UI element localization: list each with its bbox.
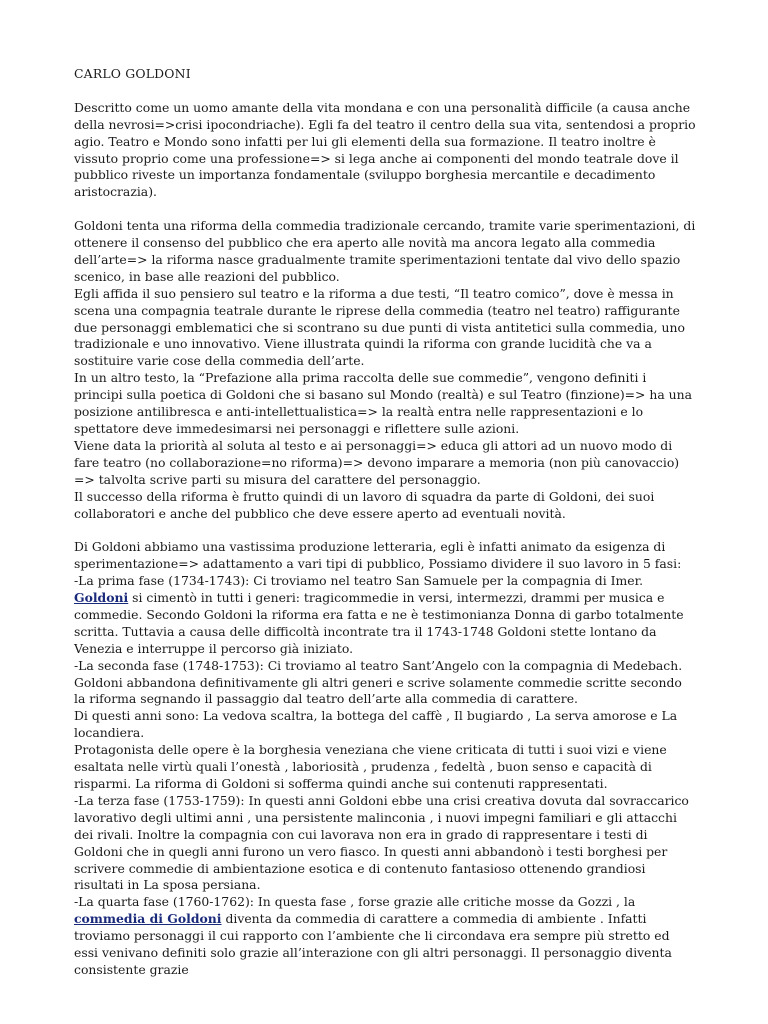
paragraph-prefazione: In un altro testo, la “Prefazione alla prima raccolta delle sue commedie”, vengono definiti i principi sulla poetica di Goldoni che si basano sul Mondo (realtà) e sul Teatro (finzione)=> ha una posizione antilibresca e anti-intellettualistica=> la realtà entra nelle rappresentazioni e lo spettatore deve immedesimarsi nei personaggi e riflettere sulle azioni. bbox=[74, 370, 693, 436]
paragraph-reform: Goldoni tenta una riforma della commedia tradizionale cercando, tramite varie sperimentazioni, di ottenere il consenso del pubblico che era aperto alle novità ma ancora legato alla commedia dell’arte=> la riforma nasce gradualmente tramite sperimentazioni tentate dal vivo dello spazio scenico, in base alle reazioni del pubblico. bbox=[74, 218, 696, 284]
commedia-di-goldoni-link[interactable]: commedia di Goldoni bbox=[74, 911, 222, 927]
goldoni-link[interactable]: Goldoni bbox=[74, 590, 129, 606]
paragraph-spacer bbox=[74, 201, 696, 218]
document-page bbox=[74, 66, 696, 979]
first-phase-text-end: si cimentò in tutti i generi: tragicommedie in versi, intermezzi, drammi per musica e commedie. Secondo Goldoni la riforma era fatta e ne è testimonianza Donna di garbo totalmente scritta. Tuttavia a causa delle difficoltà incontrate tra il 1743-1748 Goldoni stette lontano da Venezia e interruppe il percorso già iniziato. bbox=[74, 590, 684, 656]
paragraph-first-phase bbox=[74, 573, 696, 658]
fourth-phase-text-end: diventa da commedia di carattere a commedia di ambiente . Infatti troviamo personaggi il cui rapporto con l’ambiente che li circondava era sempre più stretto ed essi venivano definiti solo grazie all’interazione con gli altri personaggi. Il personaggio diventa consistente grazie bbox=[74, 911, 672, 977]
paragraph-second-phase: -La seconda fase (1748-1753): Ci troviamo al teatro Sant’Angelo con la compagnia di Medebach. Goldoni abbandona definitivamente gli altri generi e scrive solamente commedie scritte secondo la riforma segnando il passaggio dal teatro dell’arte alla commedia di carattere. bbox=[74, 657, 683, 707]
paragraph-spacer bbox=[74, 522, 696, 539]
paragraph-protagonist: Protagonista delle opere è la borghesia veneziana che viene criticata di tutti i suoi vizi e viene esaltata nelle virtù quali l’onestà , laboriosità , prudenza , fedeltà , buon senso e capacità di risparmi. La riforma di Goldoni si sofferma quindi anche sui contenuti rappresentati. bbox=[74, 742, 667, 792]
paragraph-production: Di Goldoni abbiamo una vastissima produzione letteraria, egli è infatti animato da esigenza di sperimentazione=> adattamento a vari tipi di pubblico, Possiamo dividere il suo lavoro in 5 fasi: bbox=[74, 539, 682, 572]
document-title: CARLO GOLDONI bbox=[74, 66, 191, 81]
paragraph-third-phase: -La terza fase (1753-1759): In questi anni Goldoni ebbe una crisi creativa dovuta dal sovraccarico lavorativo degli ultimi anni , una persistente malinconia , i nuovi impegni familiari e gli attacchi dei rivali. Inoltre la compagnia con cui lavorava non era in grado di rappresentare i testi di Goldoni che in quegli anni furono un vero fiasco. In questi anni abbandonò i testi borghesi per scrivere commedie di ambientazione esotica e di contenuto fantasioso ottenendo grandiosi risultati in La sposa persiana. bbox=[74, 792, 689, 893]
paragraph-priority: Viene data la priorità al soluta al testo e ai personaggi=> educa gli attori ad un nuovo modo di fare teatro (no collaborazione=no riforma)=> devono imparare a memoria (non più canovaccio) => talvolta scrive parti su misura del carattere del personaggio. bbox=[74, 437, 680, 487]
first-phase-text-start: -La prima fase (1734-1743): Ci troviamo nel teatro San Samuele per la compagnia di Imer. bbox=[74, 573, 644, 589]
paragraph-works: Di questi anni sono: La vedova scaltra, la bottega del caffè , Il bugiardo , La serva amorose e La locandiera. bbox=[74, 708, 678, 741]
paragraph-teatro-comico: Egli affida il suo pensiero sul teatro e la riforma a due testi, “Il teatro comico”, dove è messa in scena una compagnia teatrale durante le riprese della commedia (teatro nel teatro) raffigurante due personaggi emblematici che si scontrano su due punti di vista antitetici sulla commedia, uno tradizionale e uno innovativo. Viene illustrata quindi la riforma con grande lucidità che va a sostituire varie cose della commedia dell’arte. bbox=[74, 285, 685, 369]
paragraph-intro: Descritto come un uomo amante della vita mondana e con una personalità difficile (a causa anche della nevrosi=>crisi ipocondriache). Egli fa del teatro il centro della sua vita, sentendosi a proprio agio. Teatro e Mondo sono infatti per lui gli elementi della sua formazione. Il teatro inoltre è vissuto proprio come una professione=> si lega anche ai componenti del mondo teatrale dove il pubblico riveste un importanza fondamentale (sviluppo borghesia mercantile e decadimento aristocrazia). bbox=[74, 99, 696, 200]
paragraph-fourth-phase bbox=[74, 894, 696, 979]
paragraph-success: Il successo della riforma è frutto quindi di un lavoro di squadra da parte di Goldoni, dei suoi collaboratori e anche del pubblico che deve essere aperto ad eventuali novità. bbox=[74, 488, 655, 521]
fourth-phase-text-start: -La quarta fase (1760-1762): In questa fase , forse grazie alle critiche mosse da Gozzi , la bbox=[74, 894, 636, 910]
